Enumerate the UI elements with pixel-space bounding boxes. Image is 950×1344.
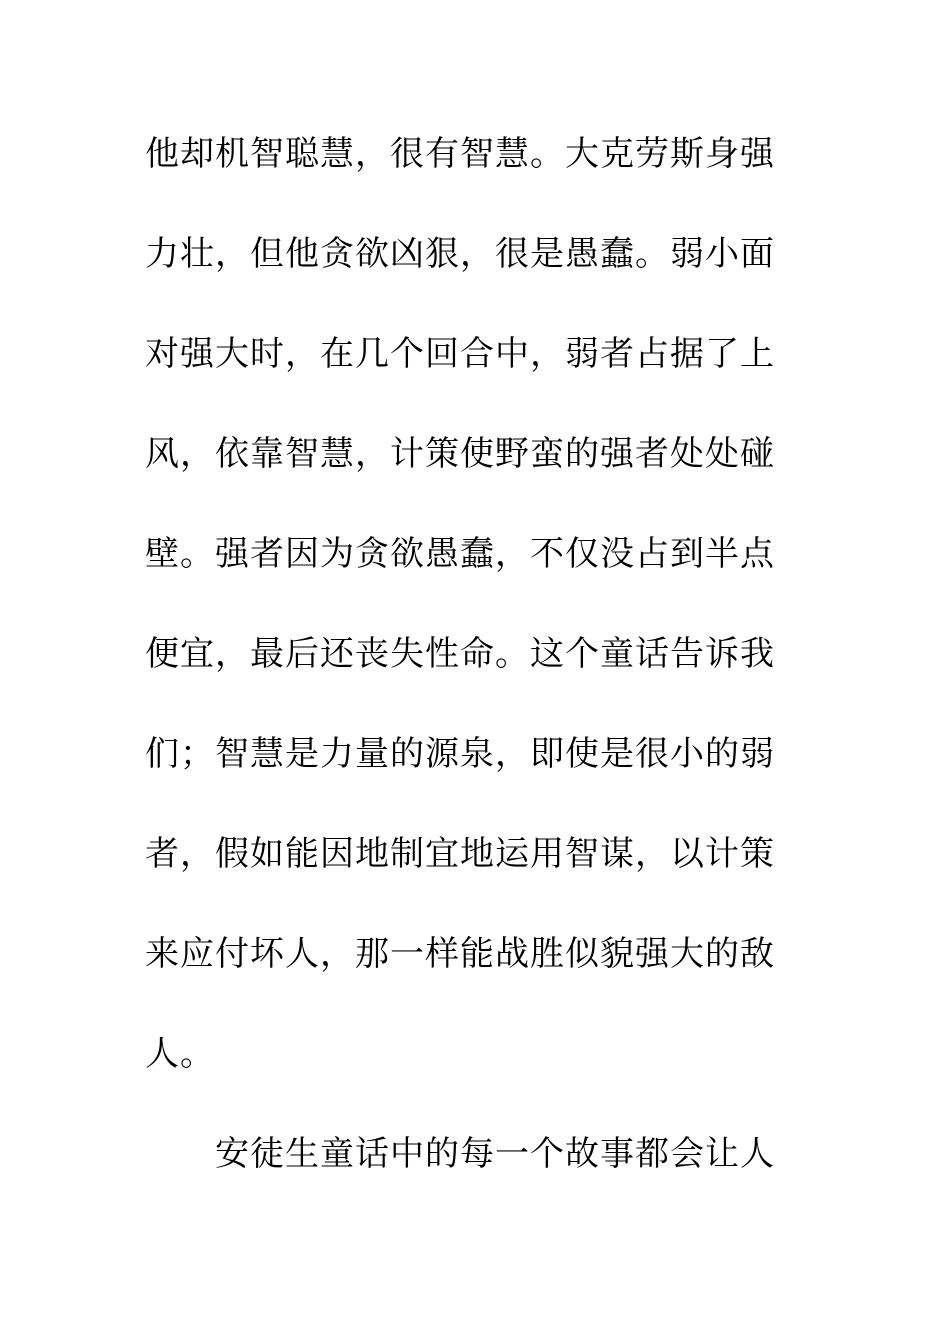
paragraph-line: 他却机智聪慧，很有智慧。大克劳斯身强	[145, 134, 775, 174]
paragraph-line: 们；智慧是力量的源泉，即使是很小的弱	[145, 734, 775, 774]
paragraph-line: 者，假如能因地制宜地运用智谋，以计策	[145, 834, 775, 874]
body-text	[145, 120, 785, 1220]
paragraph-line: 力壮，但他贪欲凶狠，很是愚蠢。弱小面	[145, 234, 775, 274]
paragraph-1	[145, 120, 785, 1120]
paragraph-line: 安徒生童话中的每一个故事都会让人	[215, 1134, 775, 1174]
paragraph-line: 对强大时，在几个回合中，弱者占据了上	[145, 334, 775, 374]
paragraph-line: 便宜，最后还丧失性命。这个童话告诉我	[145, 634, 775, 674]
paragraph-line: 来应付坏人，那一样能战胜似貌强大的敌	[145, 934, 775, 974]
paragraph-line: 风，依靠智慧，计策使野蛮的强者处处碰	[145, 434, 775, 474]
paragraph-2	[145, 1120, 785, 1220]
paragraph-line: 壁。强者因为贪欲愚蠢，不仅没占到半点	[145, 534, 775, 574]
paragraph-line: 人。	[145, 1034, 215, 1074]
